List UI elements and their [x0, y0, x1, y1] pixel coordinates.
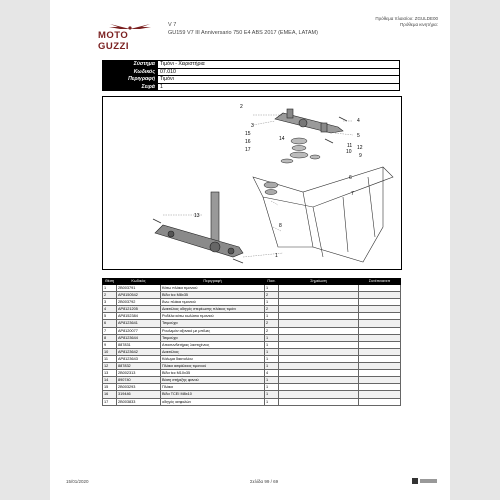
table-cell: 2B003293 — [117, 384, 161, 391]
table-cell: 4 — [103, 306, 117, 313]
table-cell: Βίδα TCEI M8x10 — [161, 391, 265, 398]
table-cell — [279, 327, 359, 334]
table-cell: Άνω πλάκα τιμονιού — [161, 299, 265, 306]
table-cell: Βάση στήριξης φανού — [161, 377, 265, 384]
table-cell: Δακτύλιος οδηγός στερέωσης πλάκας τιμόνι — [161, 306, 265, 313]
table-cell — [279, 391, 359, 398]
table-cell: AP8121205 — [117, 306, 161, 313]
table-row — [103, 334, 401, 341]
table-cell: Βίδα tcc M8x35 — [161, 292, 265, 299]
table-cell: Δακτύλιος — [161, 348, 265, 355]
table-cell: Πλάκα — [161, 384, 265, 391]
table-cell: 10 — [103, 348, 117, 355]
info-row — [103, 76, 400, 84]
frame-prefix: Πρόθεμα πλαισίου: ZGULDE00 — [375, 16, 438, 21]
parts-table-body — [103, 285, 401, 406]
parts-list-table — [102, 278, 401, 406]
table-cell: 2 — [265, 320, 279, 327]
table-cell: Ρουλεμάν αξονικό με μπίλιες — [161, 327, 265, 334]
part-info-table — [102, 60, 400, 91]
table-row — [103, 327, 401, 334]
table-cell — [279, 285, 359, 292]
table-cell: 12 — [103, 363, 117, 370]
eagle-wings-icon — [108, 22, 152, 30]
table-cell: Κάλυμα δακτυλίου — [161, 355, 265, 362]
footer-date: 15/01/2020 — [66, 479, 89, 484]
callout-16: 16 — [245, 139, 251, 145]
table-cell: 2B003791 — [117, 285, 161, 292]
info-value: 1 — [158, 83, 400, 91]
table-row — [103, 355, 401, 362]
table-row — [103, 391, 401, 398]
callout-6: 6 — [349, 175, 352, 181]
table-cell: 1 — [265, 285, 279, 292]
table-cell: 887832 — [117, 363, 161, 370]
column-header: Κωδικός — [117, 279, 161, 285]
table-cell — [359, 306, 401, 313]
table-row — [103, 363, 401, 370]
table-cell: 1 — [265, 384, 279, 391]
table-cell — [279, 306, 359, 313]
table-cell: 11 — [103, 355, 117, 362]
footer-page-number: Σελίδα 99 / 69 — [250, 479, 279, 484]
table-cell: 8 — [103, 334, 117, 341]
exploded-parts-diagram — [102, 96, 402, 270]
table-row — [103, 384, 401, 391]
info-value: 07.010 — [158, 68, 400, 76]
table-cell: 887831 — [117, 341, 161, 348]
table-cell — [359, 355, 401, 362]
column-header: Θέση — [103, 279, 117, 285]
table-row — [103, 292, 401, 299]
table-cell: Τσιμούχα — [161, 334, 265, 341]
table-cell: AP8123641 — [117, 320, 161, 327]
callout-3: 3 — [251, 123, 254, 129]
table-cell: 13 — [103, 370, 117, 377]
table-cell: 4 — [265, 370, 279, 377]
table-cell: AP8152384 — [117, 313, 161, 320]
table-cell — [279, 299, 359, 306]
table-cell: 2 — [265, 292, 279, 299]
column-header: Ποσ. — [265, 279, 279, 285]
column-header: Συνέπειανεπ — [359, 279, 401, 285]
callout-9: 9 — [359, 153, 362, 159]
table-cell — [359, 313, 401, 320]
table-cell — [279, 377, 359, 384]
table-cell: Ροδέλα κάτω κωλύσιο τιμονιού — [161, 313, 265, 320]
lower-triple-clamp — [155, 192, 243, 257]
table-cell: Βίδα tcc M10x35 — [161, 370, 265, 377]
table-cell — [279, 334, 359, 341]
brand-name: MOTO GUZZI — [98, 30, 129, 52]
callout-12: 12 — [357, 145, 363, 151]
table-cell: 1 — [265, 348, 279, 355]
table-cell — [279, 341, 359, 348]
table-cell: 7 — [103, 327, 117, 334]
table-cell: 15 — [103, 384, 117, 391]
table-cell: 3 — [103, 299, 117, 306]
table-cell: 2B002313 — [117, 370, 161, 377]
table-cell: 5 — [103, 313, 117, 320]
callout-8: 8 — [279, 223, 282, 229]
table-cell — [279, 348, 359, 355]
callout-17: 17 — [245, 147, 251, 153]
table-cell — [359, 377, 401, 384]
column-header: Περιγραφή — [161, 279, 265, 285]
table-cell — [359, 391, 401, 398]
table-cell: 1 — [265, 334, 279, 341]
table-cell — [279, 384, 359, 391]
callout-15: 15 — [245, 131, 251, 137]
table-cell: 1 — [265, 391, 279, 398]
top-plate — [275, 109, 343, 133]
table-cell: 1 — [265, 398, 279, 405]
callout-13: 13 — [194, 213, 200, 219]
engine-prefix: Πρόθεμα κινητήρα: — [400, 22, 438, 27]
table-cell — [359, 370, 401, 377]
info-label: Σειρά — [103, 83, 158, 91]
lower-bearing — [264, 182, 278, 195]
callout-2: 2 — [240, 104, 243, 110]
table-row — [103, 313, 401, 320]
table-cell: Πλάκα ασφάλειας τιμονιού — [161, 363, 265, 370]
callout-11: 11 — [347, 143, 353, 149]
frame-outline — [253, 167, 393, 262]
table-cell — [279, 370, 359, 377]
table-cell: 1 — [265, 355, 279, 362]
table-cell — [279, 398, 359, 405]
table-cell — [359, 341, 401, 348]
table-cell: 2B003792 — [117, 299, 161, 306]
table-cell: 2 — [265, 306, 279, 313]
info-label: Κωδικός — [103, 68, 158, 76]
table-cell — [359, 363, 401, 370]
table-row — [103, 398, 401, 405]
info-value: Τιμόνι — [158, 76, 400, 84]
table-cell: 2 — [103, 292, 117, 299]
footer-brand-logo — [412, 477, 438, 485]
callout-1: 1 — [275, 253, 278, 259]
table-row — [103, 348, 401, 355]
table-cell: οδηγός ασφαλών — [161, 398, 265, 405]
table-cell — [359, 334, 401, 341]
table-cell: 16 — [103, 391, 117, 398]
callout-10: 10 — [346, 149, 352, 155]
table-cell: 1 — [265, 377, 279, 384]
table-cell: 1 — [265, 299, 279, 306]
table-row — [103, 299, 401, 306]
table-cell — [359, 348, 401, 355]
table-row — [103, 341, 401, 348]
info-label: Περιγραφή — [103, 76, 158, 84]
model-name: V 7 — [168, 22, 177, 28]
table-cell: 14 — [103, 377, 117, 384]
table-cell: 9 — [103, 341, 117, 348]
table-cell: 1 — [265, 313, 279, 320]
table-row — [103, 306, 401, 313]
table-cell: Αποσυνδετήρας λαστιχένιος — [161, 341, 265, 348]
table-cell — [359, 398, 401, 405]
table-row — [103, 377, 401, 384]
table-cell: 890740 — [117, 377, 161, 384]
callout-4: 4 — [357, 118, 360, 124]
table-cell: 1 — [103, 285, 117, 292]
table-cell: 17 — [103, 398, 117, 405]
info-row — [103, 83, 400, 91]
table-cell — [359, 292, 401, 299]
callout-14: 14 — [279, 136, 285, 142]
table-cell: 319446 — [117, 391, 161, 398]
table-cell: 2B003833 — [117, 398, 161, 405]
table-cell — [359, 320, 401, 327]
info-value: Τιμόνι - Χειριστήρια — [158, 61, 400, 69]
table-cell: AP8123643 — [117, 355, 161, 362]
table-cell: AP8150542 — [117, 292, 161, 299]
table-cell — [279, 320, 359, 327]
callout-7: 7 — [351, 191, 354, 197]
bearing-stack — [281, 138, 320, 163]
table-cell — [279, 313, 359, 320]
info-label: Σύστημα — [103, 61, 158, 69]
steering-assembly-drawing — [103, 97, 401, 269]
table-cell — [359, 384, 401, 391]
table-cell: AP8123644 — [117, 334, 161, 341]
table-cell: 2 — [265, 327, 279, 334]
table-row — [103, 370, 401, 377]
table-cell — [359, 285, 401, 292]
table-cell — [359, 327, 401, 334]
table-cell — [279, 292, 359, 299]
model-description: GU159 V7 III Anniversario 750 E4 ABS 2017 (EMEA, LATAM) — [168, 30, 318, 36]
info-row — [103, 61, 400, 69]
callout-5: 5 — [357, 133, 360, 139]
prefix-info — [375, 16, 438, 28]
column-header: Σημείωση — [279, 279, 359, 285]
table-cell: 6 — [103, 320, 117, 327]
table-cell — [279, 363, 359, 370]
table-cell — [359, 299, 401, 306]
table-cell: 1 — [265, 341, 279, 348]
document-page — [50, 0, 450, 500]
table-cell: AP8120077 — [117, 327, 161, 334]
info-row — [103, 68, 400, 76]
table-row — [103, 320, 401, 327]
table-cell: 1 — [265, 363, 279, 370]
table-cell: AP8123642 — [117, 348, 161, 355]
table-cell: Κάτω πλάκα τιμονιού — [161, 285, 265, 292]
table-cell — [279, 355, 359, 362]
table-row — [103, 285, 401, 292]
moto-guzzi-logo — [98, 22, 162, 52]
table-cell: Τσιμούχα — [161, 320, 265, 327]
